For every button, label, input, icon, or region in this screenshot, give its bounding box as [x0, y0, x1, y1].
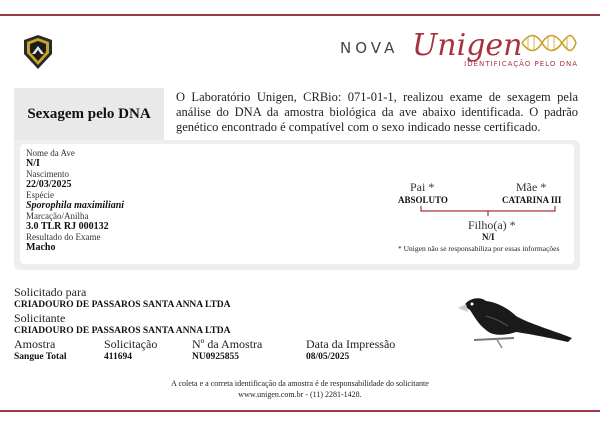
- requester-section: [14, 286, 231, 338]
- father-label: Pai *: [410, 180, 435, 194]
- name-label: Nome da Ave: [26, 148, 75, 158]
- mother-value: CATARINA III: [502, 195, 562, 205]
- species-label: Espécie: [26, 190, 54, 200]
- mother-label: Mãe *: [516, 180, 547, 194]
- print-date-value: 08/05/2025: [306, 352, 350, 362]
- laboratory-seal-icon: [20, 34, 56, 70]
- pedigree-bracket: [420, 206, 556, 216]
- brand-prefix: NOVA: [340, 39, 399, 57]
- brand-name: Unigen: [412, 28, 523, 63]
- bird-fields: [26, 148, 124, 253]
- result-label: Resultado do Exame: [26, 232, 101, 242]
- footer-responsibility-note: A coleta e a correta identificação da amostra é de responsabilidade do solicitante: [171, 379, 429, 388]
- bottom-border-line: [0, 410, 600, 412]
- brand-logo: [318, 30, 578, 74]
- ring-value: 3.0 TLR RJ 000132: [26, 221, 109, 232]
- request-value: 411694: [104, 352, 132, 362]
- request-label: Solicitação: [104, 337, 158, 351]
- pedigree-disclaimer: * Unigen não se responsabiliza por essas informações: [398, 244, 560, 253]
- sample-label: Amostra: [14, 337, 56, 351]
- father-value: ABSOLUTO: [398, 195, 448, 205]
- dna-helix-icon: [520, 32, 578, 54]
- sample-value: Sangue Total: [14, 352, 67, 362]
- requested-for-value: CRIADOURO DE PASSAROS SANTA ANNA LTDA: [14, 300, 231, 310]
- top-border-line: [0, 14, 600, 16]
- sample-column: [14, 338, 67, 363]
- intro-paragraph: O Laboratório Unigen, CRBio: 071-01-1, realizou exame de sexagem pela análise do DNA da amostra biológica da ave abaixo identificada. O padrão genético encontrado é compatível com o sexo indicado nesse certificado.: [176, 90, 578, 134]
- result-value: Macho: [26, 242, 56, 253]
- birth-label: Nascimento: [26, 169, 69, 179]
- requester-label: Solicitante: [14, 311, 66, 325]
- bird-info-card: [20, 144, 574, 264]
- pedigree-section: [398, 174, 576, 264]
- ring-label: Marcação/Anilha: [26, 211, 89, 221]
- footer-contact: www.unigen.com.br - (11) 2281-1428.: [238, 390, 362, 399]
- print-date-label: Data da Impressão: [306, 337, 396, 351]
- birth-value: 22/03/2025: [26, 179, 72, 190]
- sample-number-label: Nº da Amostra: [192, 337, 263, 351]
- sample-number-column: [192, 338, 262, 363]
- sample-number-value: NU0925855: [192, 352, 239, 362]
- brand-tagline: IDENTIFICAÇÃO PELO DNA: [464, 60, 578, 68]
- request-column: [104, 338, 157, 363]
- bird-illustration: [456, 292, 576, 352]
- child-value: N/I: [482, 232, 495, 242]
- name-value: N/I: [26, 158, 40, 169]
- requested-for-label: Solicitado para: [14, 285, 87, 299]
- requester-value: CRIADOURO DE PASSAROS SANTA ANNA LTDA: [14, 326, 231, 336]
- species-value: Sporophila maximiliani: [26, 200, 125, 211]
- bird-info-panel: [14, 140, 580, 270]
- child-label: Filho(a) *: [468, 218, 516, 232]
- certificate-title: Sexagem pelo DNA: [14, 88, 164, 140]
- print-date-column: [306, 338, 395, 363]
- footer: [0, 378, 600, 400]
